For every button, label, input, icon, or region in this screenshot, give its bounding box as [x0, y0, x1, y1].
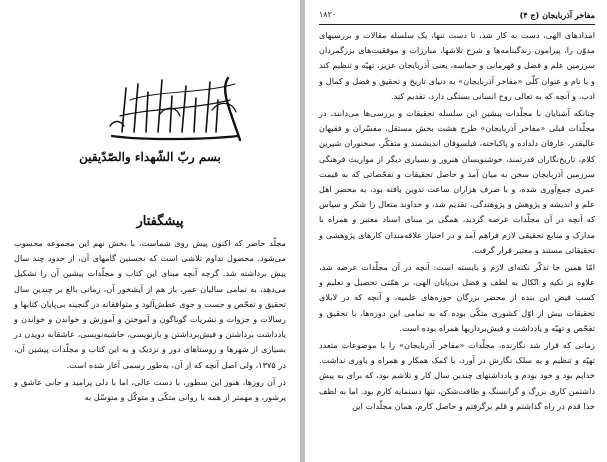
- running-title: مفاخر آذربایجان (ج ۴): [519, 10, 595, 20]
- paragraph: در آن روزها، هنوز این سطور، با دست عالی، اما با دلی پرامید و جانی عاشق و پرشور، و مهمتر از همه با روانی متکّی و متوکّل و متوسّل به: [14, 376, 286, 403]
- right-page: [305, 0, 607, 462]
- subtitle: بسم ربّ الشّهداء والصّدّيقين: [79, 150, 221, 164]
- paragraph: امّا همین جا تذکّر نکته‌ای لازم و بایسته است: آنچه در آن مجلّدات عرضه شد، علاوه بر تکیه و اتّکال به لطف و فضل بی‌پایان الهی، بر همّتی تحصیل و تعلیم و کسب فیض این بنده از محضر بزرگان حوزه‌های علمیه، و آنچه که در لابلای تحقیقات بیش از اوّل کشوری متکّی بوده که به تمامی این دوره‌ها، با تحقیق و تفحّص و تهیّه و یادداشت و فیش‌برداریها همراه بوده است.: [319, 262, 595, 333]
- basmala-calligraphy: [100, 70, 250, 150]
- paragraph: مجلّد حاضر که اکنون پیش روی شماست، با بخش نهم این مجموعه محسوب می‌شود. محصول تداوم تلاشی است که نخستین گامهای آن، از حدود چند سال پیش برداشته شد. گرچه آنچه مبنای این کتاب و مجلّدات پیشین آن را تشکیل می‌دهد، به تمامی سالیان عمر، باز هم از آیشخور آن، زمانی بالغ بر چندین سال تحقیق و تفحّص و جست و جوی عطش‌آلود و متوافقانه در گنجینه‌ بی‌پایان کتابها و رسالات و جزوات و نشریات گوناگون و آموختن و آموزش و خواندن و خواندن و یادداشت برداشتن و فیش‌برداشتن و بازنویسی، حاشیه‌نویسی، عاشقانه دویدن در بسیاری از شهرها و روستاهای دور و نزدیک و به این کتاب و مجلّدات پیشین آن، در ۱۳۷۵، ولی اصل آنچه که از آن، به‌طور رسمی آغاز شده است.: [14, 238, 286, 370]
- left-body-text: [14, 236, 286, 407]
- section-title: پیشگفتار: [136, 214, 184, 229]
- paragraph: چنانکه آشنایان با مجلّدات پیشین این سلسله تحقیقات و بررسی‌ها می‌دانند، در مجلّدات قبلی «مفاخر آذربایجان» طرح هشت بخش مستقل، مفسّران و فقیهان عالیقدر، عارفان دلداده و پاکباخته، فیلسوفان اندیشمند و متفکّر، سخنوران شیرین کلام، تاریخ‌نگاران قدرتمند، خوشنویسان هنرور و بسیاری دیگر از مواریث فرهنگی سرزمین آذربایجان سخن به میان آمد و حاصل تحقیقات و تفحّصاتی که به قیمت عمری جمع‌آوری شده، و با صرف هزاران ساعت تدوین یافته بود، به محضر اهل علم و اندیشه و پژوهش و پژوهندگی، تقدیم شد، و خداوند متعال را شکر و سپاس که آنچه در آن مجلّدات عرضه گردید، همگی بر مبنای اسناد معتبر و همراه با مدارک و منابع تحقیقی لازم فراهم آمد و در اختیار علاقه‌مندان کارهای پژوهشی و تحقیقاتی مستند و معتبر قرار گرفت.: [319, 108, 595, 255]
- paragraph: زمانی که قرار شد نگارنده، مجلّدات «مفاخر آذربایجان» را با موضوعات متعدد تهیّه و تنظیم و به سلک نگارش در آورد، با کمک همکار و همراه و یاوری نداشت. خدایم بود و خود بودم و یادداشتهای چندین سال کار و تلاشم بود، که برای به پیش داشتمن کاری بزرگ و گرانسنگ و طاقت‌شکن، تنها دستمایه کارم بود. اما به لطف خدا قدم در راه گذاشتم و قلم برگرفتم و حاصل کارم، همان مجلّدات این: [319, 340, 595, 411]
- right-body-text: [319, 28, 595, 416]
- paragraph: امدادهای الهی، دست به کار شد، تا دست تنها، یک سلسله مقالات و بررسیهای مدوّن را، پیرامون زندگینامه‌ها و شرح تلاشها، مبارزات و موفقیت‌های بزرگمردان سرزمین علم و فضل و قهرمانی و حماسه، یعنی آذربایجان عزیز، تهیّه و تنظیم کند و با نام و عنوان کلّی «مفاخر آذربایجان» به دنیای تاریخ و تحقیق و فضل و کمال و ادب، و آنچه که به تعالی روح انسانی بستگی دارد، تقدیم کند.: [319, 30, 595, 101]
- left-page: [0, 0, 300, 462]
- page-header: [319, 10, 595, 25]
- page-number: ۱۸۲۰: [319, 10, 337, 19]
